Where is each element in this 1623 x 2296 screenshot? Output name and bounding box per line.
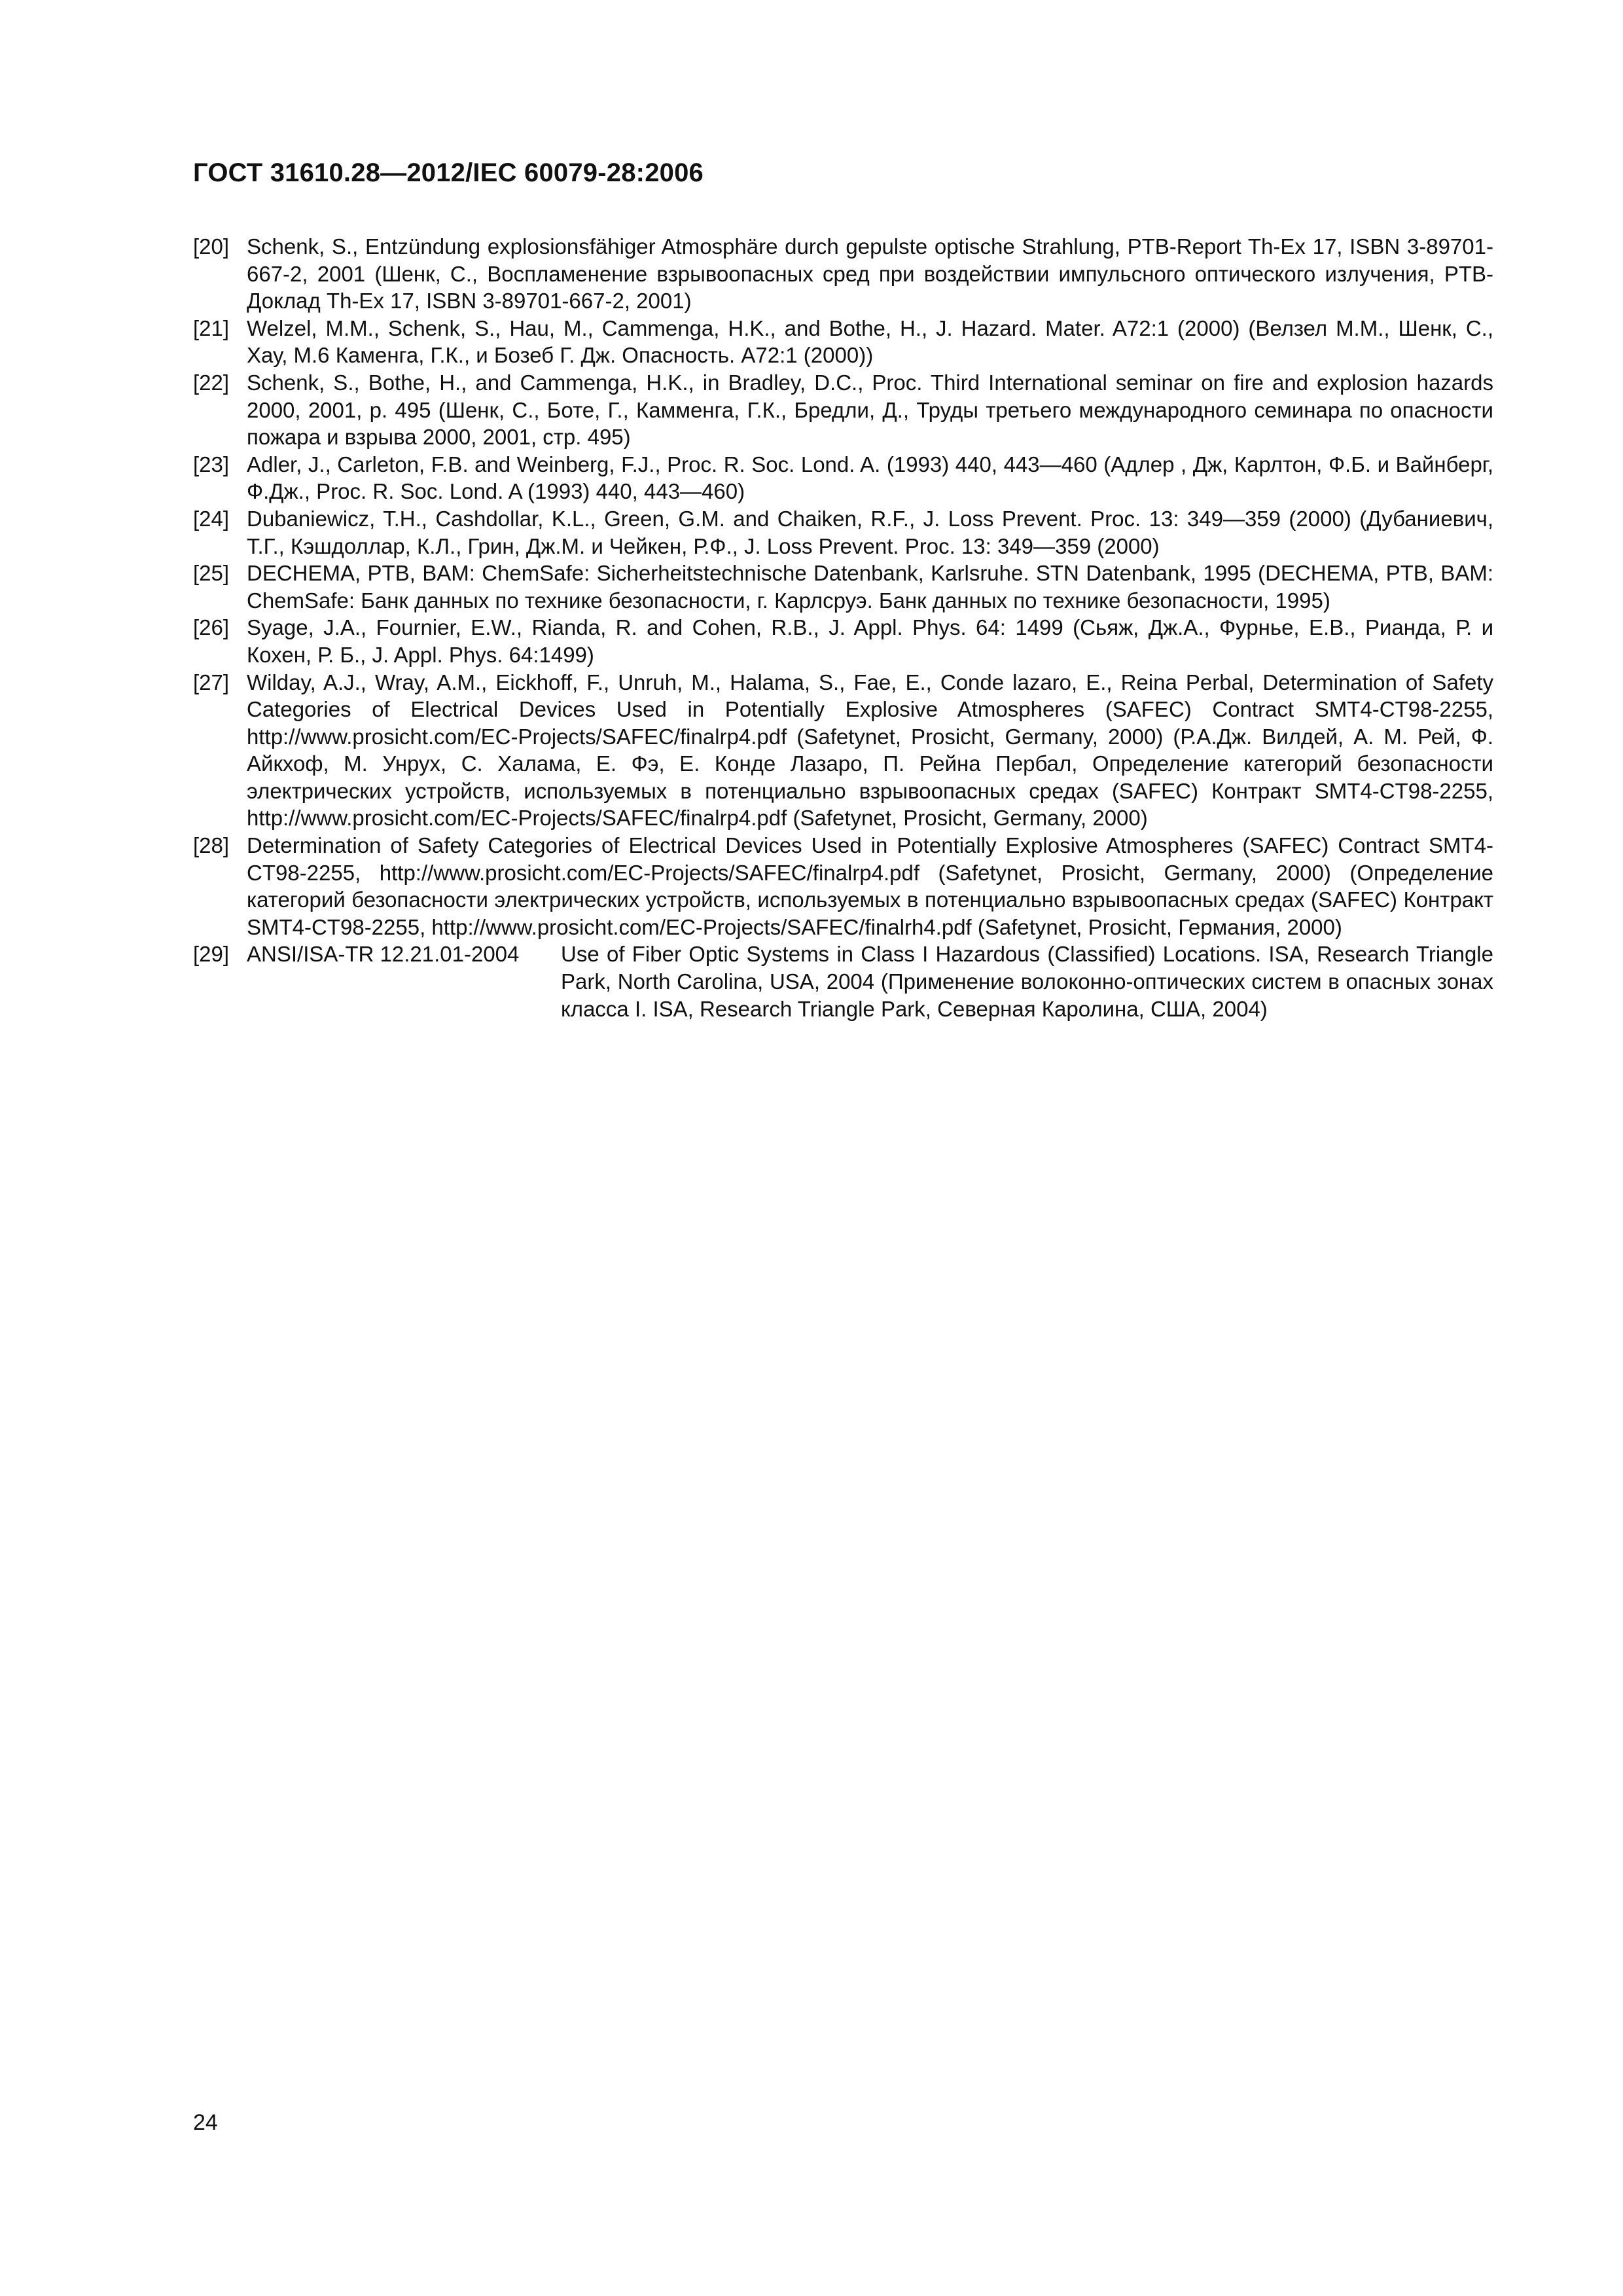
reference-text: Adler, J., Carleton, F.B. and Weinberg, F.J., Proc. R. Soc. Lond. A. (1993) 440, 443—460 (Адлер , Дж, Карлтон, Ф.Б. и Вайнберг, Ф.Дж., Proc. R. Soc. Lond. A (1993) 440, 443—460) (247, 452, 1493, 504)
reference-number: [28] (193, 833, 230, 858)
reference-text: DECHEMA, PTB, BAM: ChemSafe: Sicherheitstechnische Datenbank, Karlsruhe. STN Datenbank, 1995 (DECHEMA, PTB, BAM: ChemSafe: Банк данных по технике безопасности, г. Карлсруэ. Банк данных по технике безопасности, 1995) (247, 561, 1493, 613)
reference-22 (193, 369, 1493, 451)
reference-text: Use of Fiber Optic Systems in Class I Hazardous (Classified) Locations. ISA, Research Triangle Park, North Carolina, USA, 2004 (Применение волоконно-оптических систем в опасных зонах класса I. ISA, Research Triangle Park, Северная Каролина, США, 2004) (561, 942, 1493, 1021)
reference-25 (193, 560, 1493, 614)
reference-text: Syage, J.A., Fournier, E.W., Rianda, R. and Cohen, R.B., J. Appl. Phys. 64: 1499 (Сьяж, Дж.А., Фурнье, Е.В., Рианда, Р. и Кохен, Р. Б., J. Appl. Phys. 64:1499) (247, 615, 1493, 667)
reference-number: [24] (193, 506, 230, 531)
reference-number: [21] (193, 315, 230, 340)
reference-text: Schenk, S., Bothe, H., and Cammenga, H.K., in Bradley, D.C., Proc. Third International seminar on fire and explosion hazards 2000, 2001, p. 495 (Шенк, С., Боте, Г., Камменга, Г.К., Бредли, Д., Труды третьего международного семинара по опасности пожара и взрыва 2000, 2001, стр. 495) (247, 370, 1493, 450)
reference-code: ANSI/ISA-TR 12.21.01-2004 (247, 942, 520, 967)
reference-number: [20] (193, 234, 230, 259)
reference-text: Wilday, A.J., Wray, A.M., Eickhoff, F., Unruh, M., Halama, S., Fae, E., Conde lazaro, E., Reina Perbal, Determination of Safety Categories of Electrical Devices Used in Potentially Explosive Atmospheres (SAFEC) Contract SMT4-CT98-2255, http://www.prosicht.com/EC-Projects/SAFEC/finalrp4.pdf (Safetynet, Prosicht, Germany, 2000) (Р.А.Дж. Вилдей, А. М. Рей, Ф. Айкхоф, М. Унрух, С. Халама, Е. Фэ, Е. Конде Лазаро, П. Рейна Пербал, Определение категорий безопасности электрических устройств, используемых в потенциально взрывоопасных средах (SAFEC) Контракт SMT4-CT98-2255, http://www.prosicht.com/EC-Projects/SAFEC/finalrp4.pdf (Safetynet, Prosicht, Germany, 2000) (247, 670, 1493, 831)
reference-number: [26] (193, 615, 230, 640)
reference-29 (193, 941, 1493, 1022)
reference-number: [29] (193, 942, 230, 967)
reference-21 (193, 315, 1493, 369)
reference-text: Determination of Safety Categories of Electrical Devices Used in Potentially Explosive Atmospheres (SAFEC) Contract SMT4-CT98-2255, http://www.prosicht.com/EC-Projects/SAFEC/finalrp4.pdf (Safetynet, Prosicht, Germany, 2000) (Определение категорий безопасности электрических устройств, используемых в потенциально взрывоопасных средах (SAFEC) Контракт SMT4-CT98-2255, http://www.prosicht.com/EC-Projects/SAFEC/finalrh4.pdf (Safetynet, Prosicht, Германия, 2000) (247, 833, 1493, 939)
reference-number: [23] (193, 452, 230, 476)
reference-24 (193, 505, 1493, 560)
reference-23 (193, 451, 1493, 505)
reference-number: [22] (193, 370, 230, 395)
reference-text: Dubaniewicz, T.H., Cashdollar, K.L., Green, G.M. and Chaiken, R.F., J. Loss Prevent. Proc. 13: 349—359 (2000) (Дубаниевич, Т.Г., Кэшдоллар, К.Л., Грин, Дж.М. и Чейкен, Р.Ф., J. Loss Prevent. Proc. 13: 349—359 (2000) (247, 506, 1493, 558)
reference-20 (193, 233, 1493, 315)
bibliography-list (193, 233, 1493, 1022)
reference-text: Welzel, M.M., Schenk, S., Hau, M., Cammenga, H.K., and Bothe, H., J. Hazard. Mater. A72:1 (2000) (Велзел М.М., Шенк, С., Хау, М.6 Каменга, Г.К., и Бозеб Г. Дж. Опасность. A72:1 (2000)) (247, 315, 1493, 368)
reference-number: [25] (193, 561, 230, 586)
reference-26 (193, 614, 1493, 668)
reference-27 (193, 669, 1493, 833)
page-number: 24 (193, 2110, 218, 2135)
reference-28 (193, 832, 1493, 941)
reference-number: [27] (193, 670, 230, 694)
document-header: ГОСТ 31610.28—2012/IEC 60079-28:2006 (193, 158, 704, 187)
reference-text: Schenk, S., Entzündung explosionsfähiger Atmosphäre durch gepulste optische Strahlung, PTB-Report Th-Ex 17, ISBN 3-89701-667-2, 2001 (Шенк, С., Воспламенение взрывоопасных сред при воздействии импульсного оптического излучения, PTB-Доклад Th-Ex 17, ISBN 3-89701-667-2, 2001) (247, 234, 1493, 314)
